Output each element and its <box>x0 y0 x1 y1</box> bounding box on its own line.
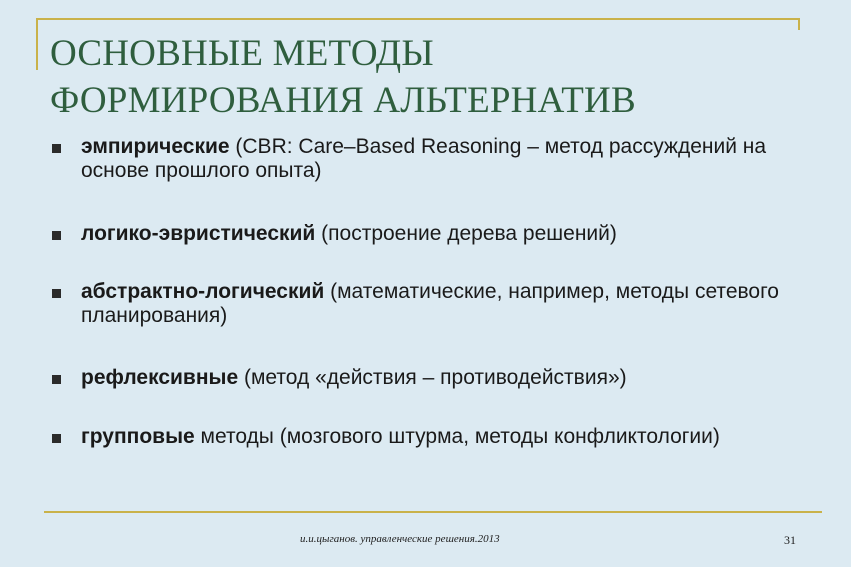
list-item <box>50 366 790 390</box>
item-term: эмпирические <box>81 135 230 158</box>
item-term: рефлексивные <box>81 366 239 389</box>
list-item <box>50 135 790 183</box>
item-term: логико-эвристический <box>81 222 316 245</box>
item-description: (математические, например, методы сетевого планирования) <box>81 280 779 327</box>
list-item <box>50 222 790 246</box>
square-bullet-icon <box>52 231 61 240</box>
slide-title <box>50 30 810 124</box>
left-border-line <box>36 18 38 70</box>
list-item-text <box>81 425 790 449</box>
item-description: методы (мозгового штурма, методы конфликтологии) <box>194 425 720 448</box>
footer-caption: и.и.цыганов. управленческие решения.2013 <box>300 533 500 545</box>
page-number: 31 <box>784 533 796 547</box>
list-item-text <box>81 280 790 328</box>
item-description: (построение дерева решений) <box>315 222 617 245</box>
title-line-2: ФОРМИРОВАНИЯ АЛЬТЕРНАТИВ <box>50 80 636 121</box>
right-border-tick <box>798 18 800 30</box>
item-term: групповые <box>81 425 195 448</box>
square-bullet-icon <box>52 434 61 443</box>
list-item <box>50 425 790 449</box>
square-bullet-icon <box>52 144 61 153</box>
item-description: (CBR: Care–Based Reasoning – метод рассуждений на основе прошлого опыта) <box>81 135 767 182</box>
title-line-1: ОСНОВНЫЕ МЕТОДЫ <box>50 33 434 74</box>
square-bullet-icon <box>52 375 61 384</box>
top-border-line <box>36 18 800 20</box>
list-item <box>50 280 790 328</box>
list-item-text <box>81 135 790 183</box>
item-description: (метод «действия – противодействия») <box>238 366 627 389</box>
list-item-text <box>81 366 790 390</box>
footer-divider <box>44 511 822 513</box>
item-term: абстрактно-логический <box>81 280 325 303</box>
list-item-text <box>81 222 790 246</box>
square-bullet-icon <box>52 289 61 298</box>
